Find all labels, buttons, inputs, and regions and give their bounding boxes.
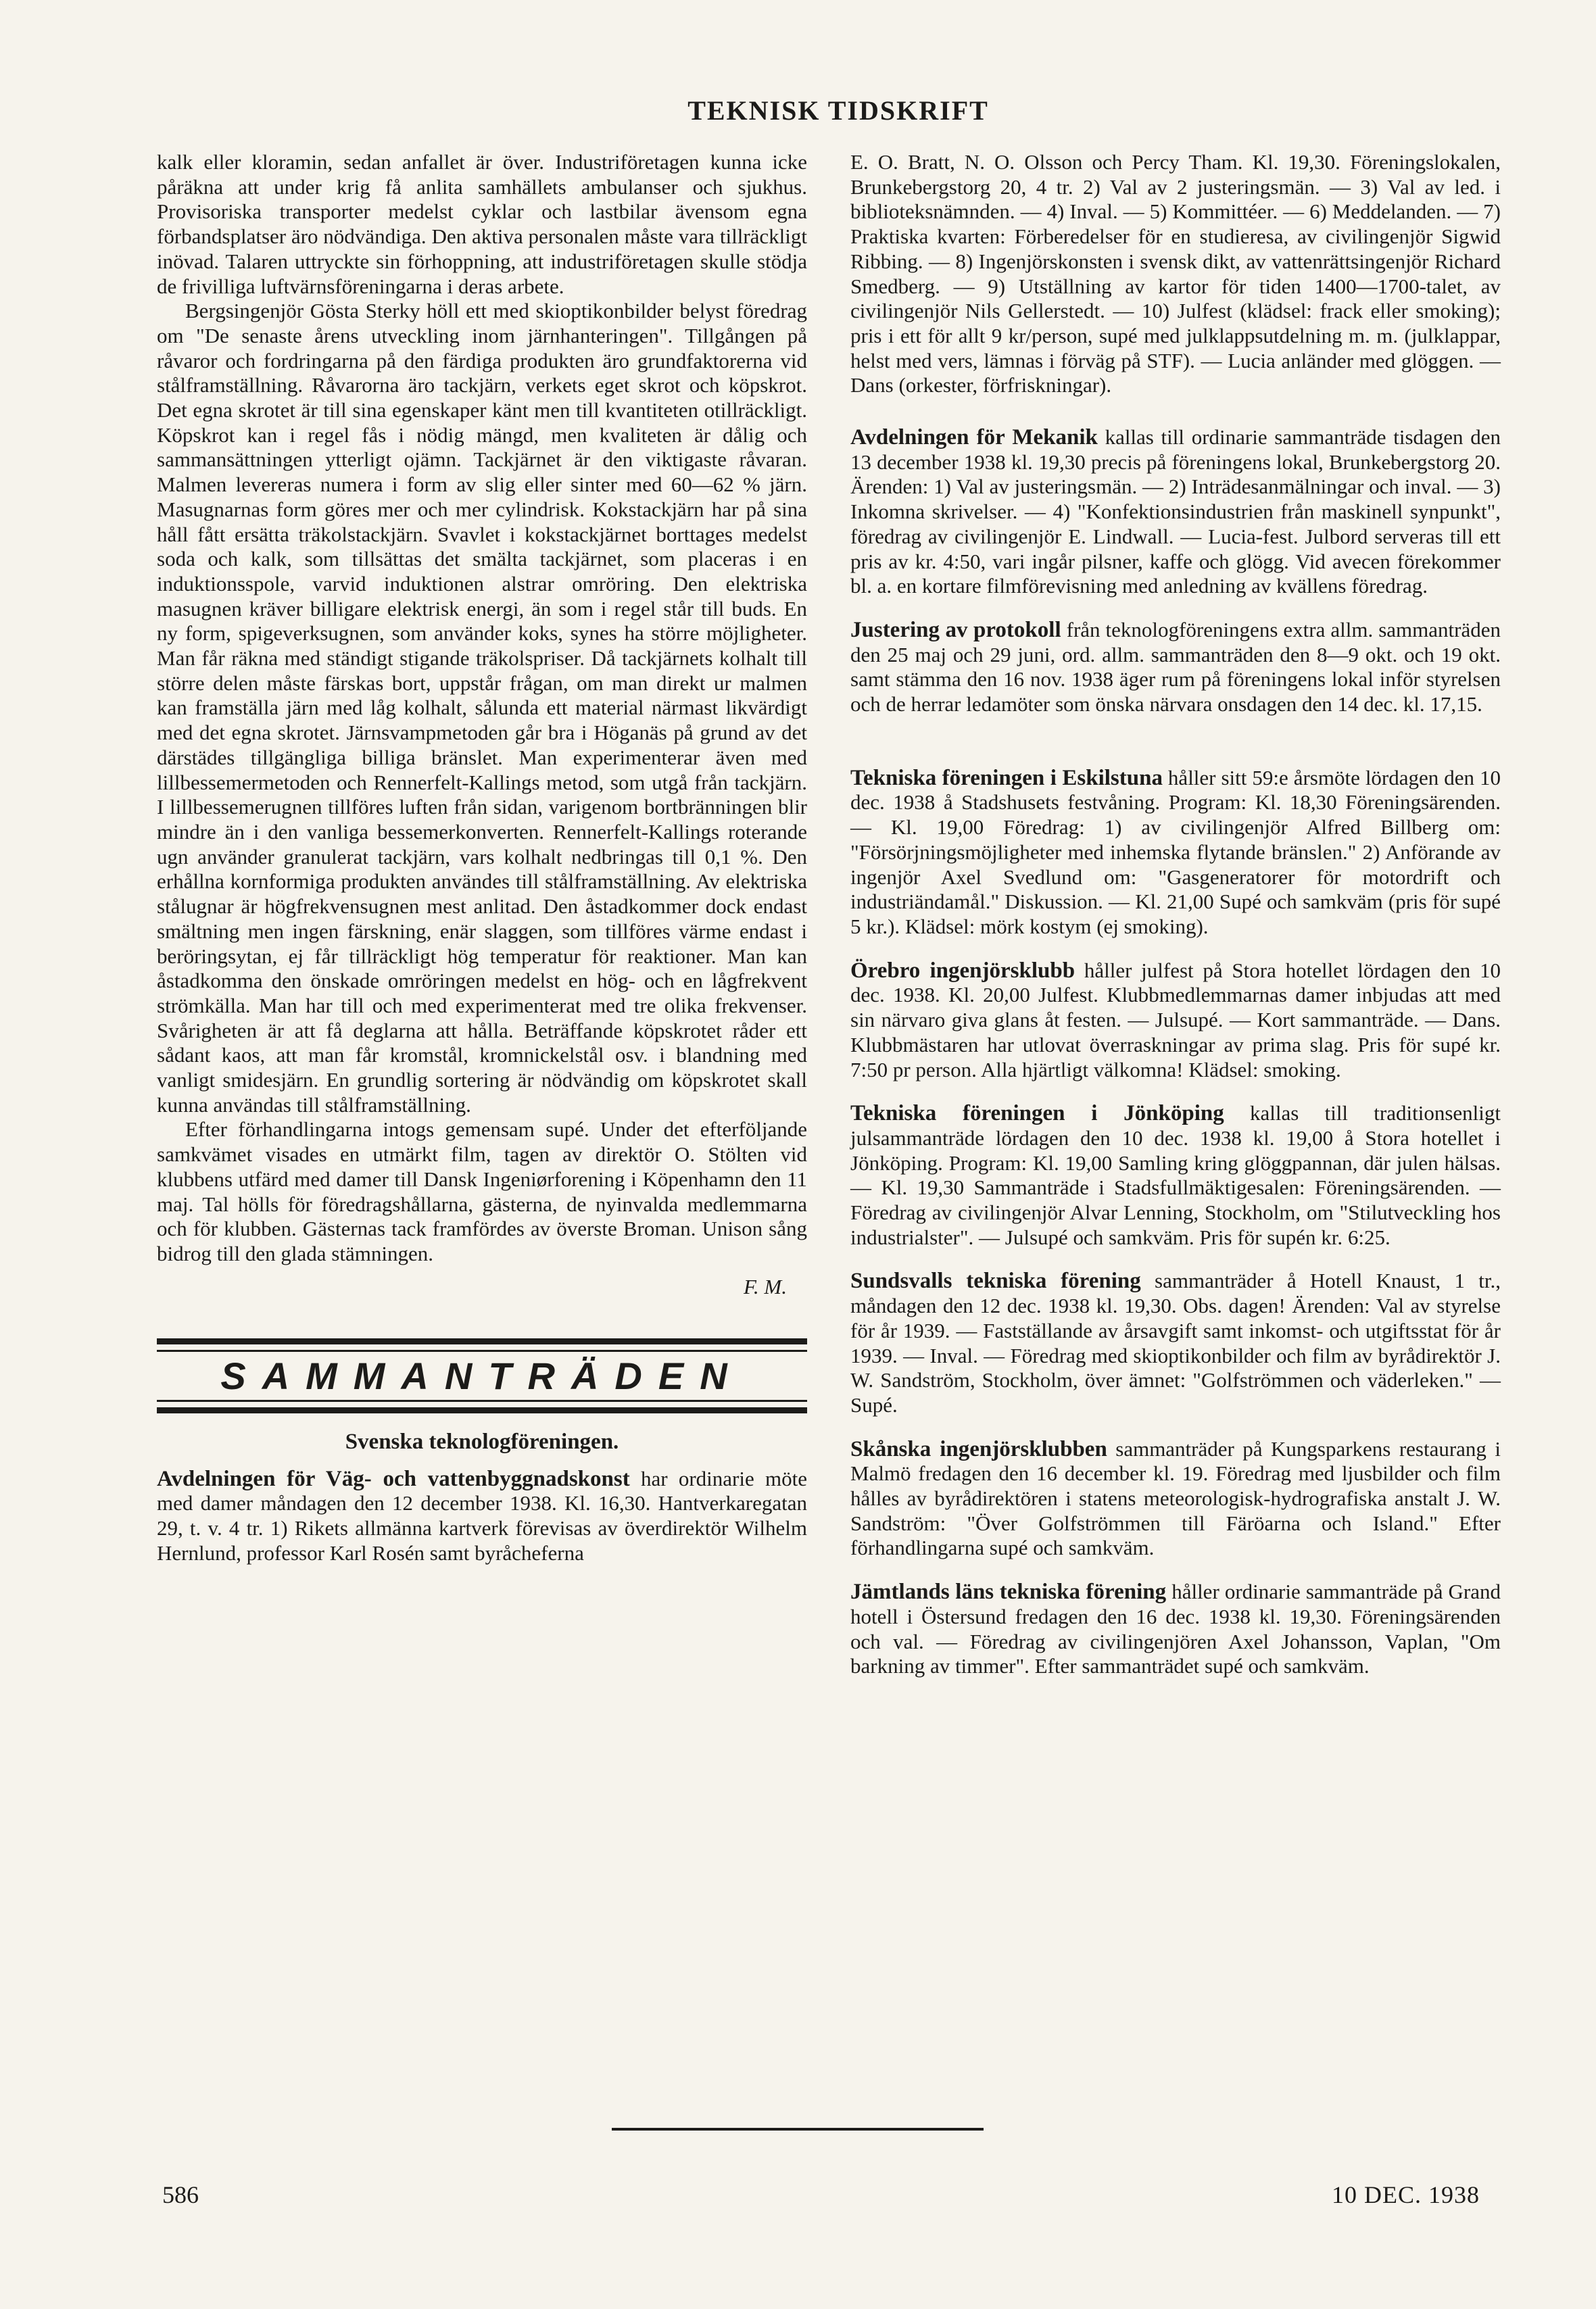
meeting-entry-body: håller ordinarie sammanträde på Grand hotell i Östersund fredagen den 16 dec. 1938 kl. 19,30. Föreningsärenden och val. — Föredrag av civilingenjören Axel Johansson, Vaplan, "Om barkning av timmer". Efter sammanträdet supé och samkväm. xyxy=(850,1580,1501,1678)
meeting-entry xyxy=(850,425,1501,599)
meeting-entry xyxy=(850,958,1501,1083)
meeting-entry-lead: Justering av protokoll xyxy=(850,617,1061,642)
meeting-entry-lead: Jämtlands läns tekniska förening xyxy=(850,1580,1167,1605)
meeting-entry-lead: Sundsvalls tekniska förening xyxy=(850,1269,1141,1294)
meeting-entry-body: kallas till ordinarie sammanträde tisdagen den 13 december 1938 kl. 19,30 precis på föreningens lokal, Brunkebergstorg 20. Ärenden: 1) Val av justeringsmän. — 2) Inträdesanmälningar och inval. — 3) Inkomna skrivelser. — 4) "Konfektionsindustrien från maskinell synpunkt", föredrag av civilingenjör E. Lindwall. — Lucia-fest. Julbord serveras till ett pris av kr. 4:50, vari ingår pilsner, kaffe och glögg. Vid avecen förekommer bl. a. en kortare filmförevisning med anledning av kvällens föredrag. xyxy=(850,425,1501,598)
meeting-entry-lead: Avdelningen för Väg- och vattenbyggnadskonst xyxy=(157,1466,630,1491)
meeting-entry xyxy=(157,1467,807,1566)
meeting-entry-body: sammanträder å Hotell Knaust, 1 tr., måndagen den 12 dec. 1938 kl. 19,30. Obs. dagen! Ärenden: Val av styrelse för år 1939. — Fastställande av årsavgift samt inkomst- och utgiftsstat för år 1939. — Inval. — Föredrag med skioptikonbilder och film av byrådirektör J. W. Sandström, Stockholm, över ämnet: "Golfströmmen och väderleken." — Supé. xyxy=(850,1269,1501,1417)
meeting-entry xyxy=(850,1437,1501,1561)
meeting-entry xyxy=(850,1101,1501,1250)
meeting-entry-lead: Örebro ingenjörsklubb xyxy=(850,958,1075,983)
article-paragraph: Efter förhandlingarna intogs gemensam supé. Under det efterföljande samkvämet visades en utmärkt film, tagen av direktör O. Stölten vid klubbens utfärd med damer till Dansk Ingeniørforening i Köpenhamn den 11 maj. Tal hölls för föredragshållarna, gästerna, de nyinvalda medlemmarna och för klubben. Gästernas tack framfördes av överste Broman. Unison sång bidrog till den glada stämningen. xyxy=(157,1117,807,1265)
meeting-entry xyxy=(850,1580,1501,1679)
meeting-entry-lead: Skånska ingenjörsklubben xyxy=(850,1436,1107,1461)
meeting-entry-body: håller julfest på Stora hotellet lördagen den 10 dec. 1938. Kl. 20,00 Julfest. Klubbmedlemmarnas damer inbjudas att med sin närvaro giva glans åt festen. — Julsupé. — Kort sammanträde. — Dans. Klubbmästaren har utlovat överraskningar av prima slag. Pris för supé kr. 7:50 pr person. Alla hjärtligt välkomna! Klädsel: smoking. xyxy=(850,958,1501,1081)
left-column xyxy=(157,150,807,1585)
section-heading: SAMMANTRÄDEN xyxy=(220,1355,744,1398)
meeting-entry-lead: Avdelningen för Mekanik xyxy=(850,425,1098,450)
article-paragraph: Bergsingenjör Gösta Sterky höll ett med skioptikonbilder belyst föredrag om "De senaste årens utveckling inom järnhanteringen". Tillgången på råvaror och fordringarna på den färdiga produkten äro grundfaktorerna vid stålframställning. Råvarorna äro tackjärn, verkets eget skrot och köpskrot. Det egna skrotet är till sina egenskaper känt men till kvantiteten otillräckligt. Köpskrot kan i regel fås i nödig mängd, men kvaliteten är dålig och sammansättningen ytterligt ojämn. Tackjärnet är den viktigaste råvaran. Malmen levereras numera i form av slig eller sinter med 60—62 % järn. Masugnarnas form göres mer och mer cylindrisk. Kokstackjärn har på sina håll fått ersätta träkolstackjärn. Svavlet i kokstackjärnet borttages medelst soda och kalk, som tillsättas det smälta tackjärnet, som placeras i en induktionsspole, varvid induktionen alstrar omröring. Den elektriska masugnen kräver billigare elektrisk energi, än som i regel står till buds. En ny form, spigeverksugnen, som använder koks, synes ha större möjligheter. Man får räkna med ständigt stigande träkolspriser. Då tackjärnets kolhalt till större delen måste färskas bort, uppstår frågan, om man direkt ur malmen kan framställa järn med låg kolhalt, sålunda ett material närmast likvärdigt med det egna skrotet. Järnsvampmetoden går bra i Höganäs på grund av det därstädes tillgängliga billiga bränslet. Man experimenterar även med lillbessemermetoden och Rennerfelt-Kallings metod, som utgå från tackjärn. I lillbessemerugnen tillföres luften från sidan, varigenom bortbränningen blir mindre än i den vanliga bessemerkonverten. Rennerfelt-Kallings roterande ugn använder granulerat tackjärn, vars kolhalt nedbringas till 0,1 %. Den erhållna kornformiga produkten användes till stålframställning. Av elektriska stålugnar är högfrekvensugnen mest anlitad. Den åstadkommer dock endast smältning men ingen färskning, enär slaggen, som tillföres värme endast i beröringsytan, ej får tillräckligt hög temperatur för reaktioner. Man kan åstadkomma den önskade omröringen medelst en hög- och en lågfrekvent strömkälla. Man har till och med experimenterat med tre olika frekvenser. Svårigheten är att få deglarna att hålla. Beträffande köpskrotet råder ett sådant kaos, att man får kromstål, kromnickelstål osv. i blandning med vanligt smidesjärn. En grundlig sortering är nödvändig om köpskrotet skall kunna användas till stålframställning. xyxy=(157,299,807,1117)
meeting-entry-body: håller sitt 59:e årsmöte lördagen den 10 dec. 1938 å Stadshusets festvåning. Program: Kl. 18,30 Föreningsärenden. — Kl. 19,00 Föredrag: 1) av civilingenjör Alfred Billberg om: "Försörjningsmöjligheter med inhemska flytande bränslen." 2) Anförande av ingenjör Axel Svedlund om: "Gasgeneratorer för motordrift och industriändamål." Diskussion. — Kl. 21,00 Supé och samkväm (pris för supé 5 kr.). Klädsel: mörk kostym (ej smoking). xyxy=(850,765,1501,938)
footer-rule xyxy=(612,2128,984,2131)
issue-date: 10 DEC. 1938 xyxy=(1332,2181,1480,2208)
section-rule-bottom-thin xyxy=(157,1400,807,1402)
meeting-entry-body: kallas till traditionsenligt julsammanträde lördagen den 10 dec. 1938 kl. 19,00 å Stora hotellet i Jönköping. Program: Kl. 19,00 Samling kring glöggpannan, där julen hälsas. — Kl. 19,30 Sammanträde i Stadsfullmäktigesalen: Föreningsärenden. — Föredrag av civilingenjör Alvar Lenning, Stockholm, om "Stilutveckling hos industrialster". — Julsupé och samkväm. Pris för supén kr. 6:25. xyxy=(850,1101,1501,1249)
meeting-entry xyxy=(850,766,1501,940)
meeting-entry xyxy=(850,1269,1501,1417)
article-paragraph: kalk eller kloramin, sedan anfallet är över. Industriföretagen kunna icke påräkna att under krig få anlita samhällets ambulanser och sjukhus. Provisoriska transporter medelst cyklar och lastbilar ävensom egna förbandsplatser äro nödvändiga. Den aktiva personalen måste vara tillräckligt inövad. Talaren uttryckte sin förhoppning, att industriföretagen skulle stödja de frivilliga luftvärnsföreningarna i deras arbete. xyxy=(157,150,807,298)
meeting-entry-body: har ordinarie möte med damer måndagen den 12 december 1938. Kl. 16,30. Hantverkaregatan 29, t. v. 4 tr. 1) Rikets allmänna kartverk förevisas av överdirektör Wilhelm Hernlund, professor Karl Rosén samt byråcheferna xyxy=(157,1466,808,1565)
meeting-entry-body: från teknologföreningens extra allm. sammanträden den 25 maj och 29 juni, ord. allm. sammanträden den 8—9 okt. och 19 okt. samt stämma den 16 nov. 1938 äger rum på föreningens lokal inför styrelsen och de herrar ledamöter som önska närvara onsdagen den 14 dec. kl. 17,15. xyxy=(850,617,1501,716)
right-column xyxy=(850,150,1501,1698)
section-rule-bottom xyxy=(157,1407,807,1413)
meeting-entry-lead: Tekniska föreningen i Jönköping xyxy=(850,1101,1224,1126)
meeting-entry-continuation: E. O. Bratt, N. O. Olsson och Percy Tham. Kl. 19,30. Föreningslokalen, Brunkebergstorg 20, 4 tr. 2) Val av 2 justeringsmän. — 3) Val av led. i biblioteksnämnden. — 4) Inval. — 5) Kommittéer. — 6) Meddelanden. — 7) Praktiska kvarten: Förberedelser för en studieresa, av civilingenjör Sigwid Ribbing. — 8) Ingenjörskonsten i svensk dikt, av vattenrättsingenjör Richard Smedberg. — 9) Utställning av kartor för tiden 1400—1700-talet, av civilingenjör Nils Gellerstedt. — 10) Julfest (klädsel: frack eller smoking); pris i ett för allt 9 kr/person, supé med julklappsutdelning m. m. (julklappar, helst med vers, lämnas i förväg på STF). — Lucia anländer med glöggen. — Dans (orkester, förfriskningar). xyxy=(850,150,1501,397)
running-head: TEKNISK TIDSKRIFT xyxy=(687,95,989,126)
meeting-entry-lead: Tekniska föreningen i Eskilstuna xyxy=(850,765,1163,790)
page-number: 586 xyxy=(162,2181,199,2208)
article-signature: F. M. xyxy=(743,1274,787,1298)
meeting-entry xyxy=(850,618,1501,717)
society-subheading: Svenska teknologföreningen. xyxy=(345,1430,619,1455)
section-rule-top xyxy=(157,1338,807,1344)
section-rule-top-thin xyxy=(157,1350,807,1352)
meeting-entry-body: sammanträder på Kungsparkens restaurang i Malmö fredagen den 16 december kl. 19. Föredrag med ljusbilder och film hålles av byrådirektören i statens meteorologisk-hydrografiska anstalt J. W. Sandström: "Över Golfströmmen till Färöarna och Island." Efter förhandlingarna supé och samkväm. xyxy=(850,1436,1501,1560)
